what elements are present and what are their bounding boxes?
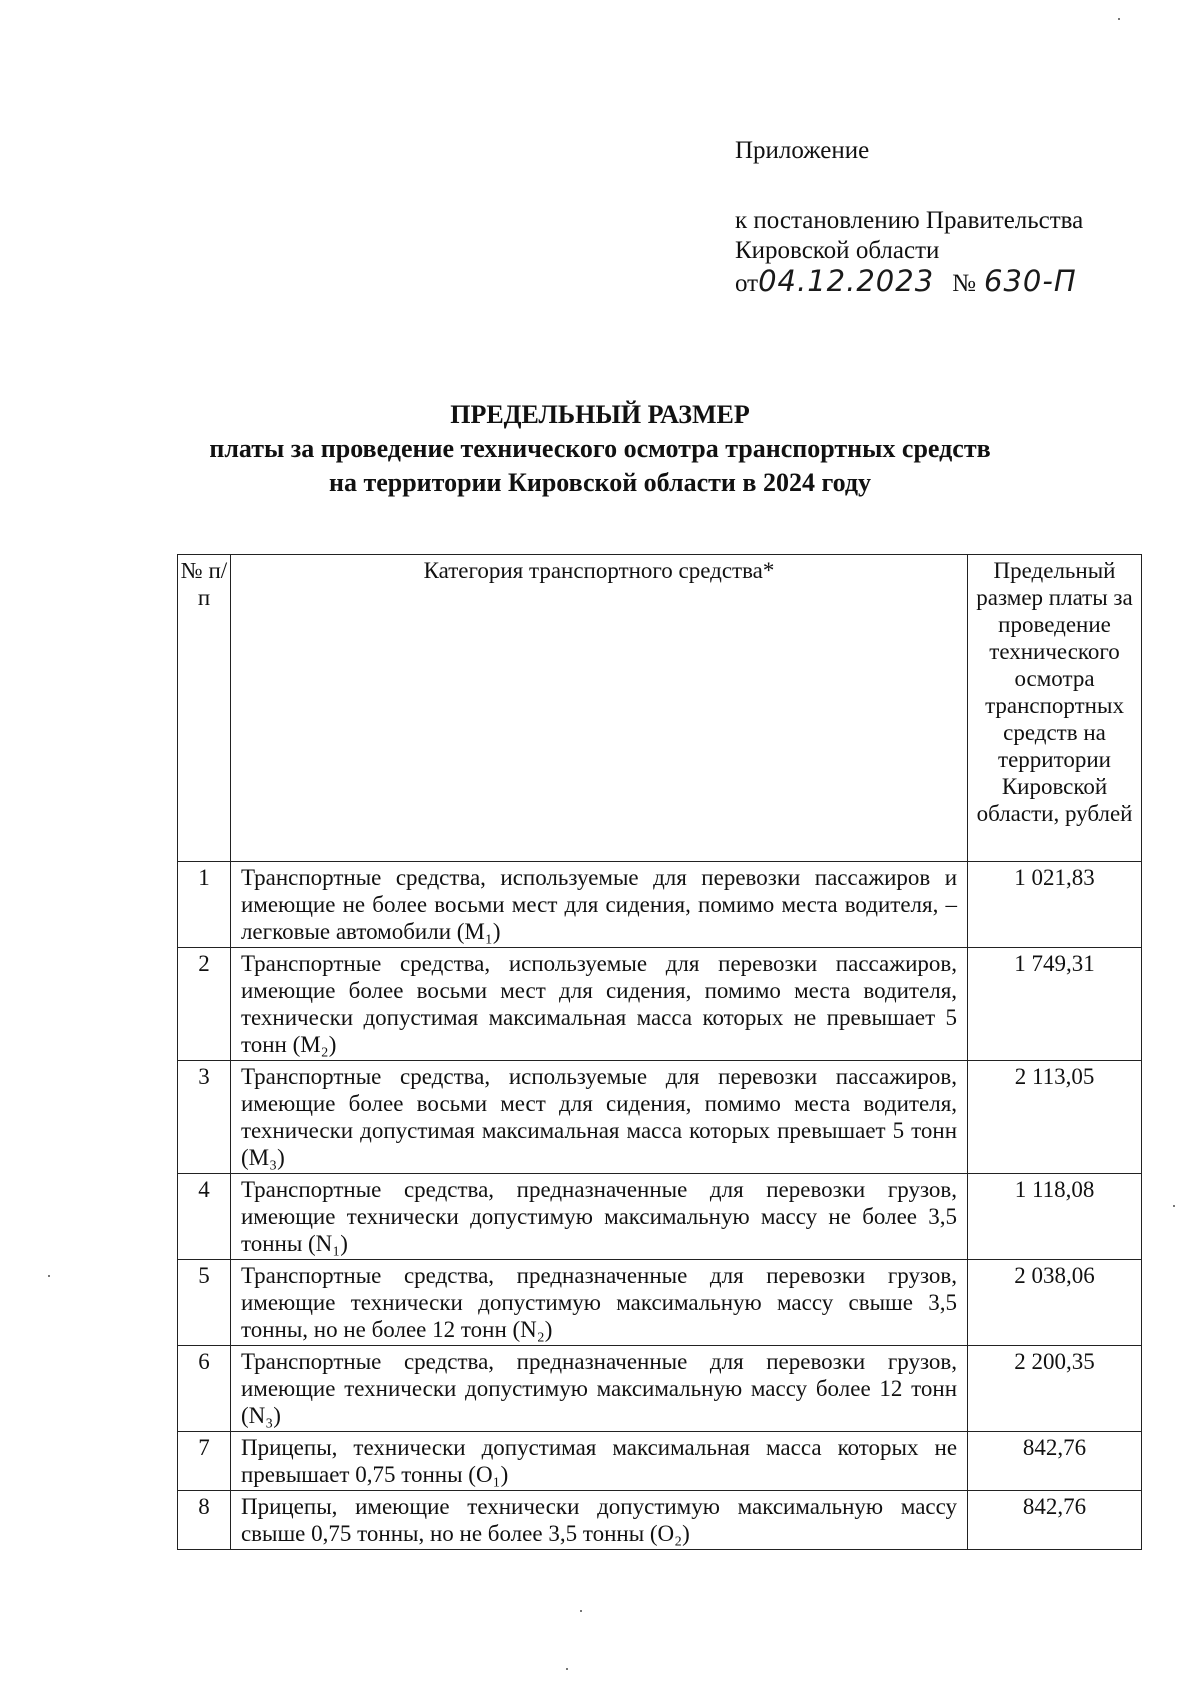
heading-line-2: платы за проведение технического осмотра транспортных средств bbox=[209, 434, 991, 463]
row-number: 7 bbox=[178, 1432, 231, 1491]
row-fee: 2 200,35 bbox=[968, 1346, 1142, 1432]
row-number: 8 bbox=[178, 1491, 231, 1550]
row-category: Транспортные средства, используемые для перевозки пассажиров, имеющие более восьми мест для сидения, помимо места водителя, технически допустимая максимальная масса которых не превышает 5 тонн (M₂) bbox=[230, 948, 967, 1061]
document-heading bbox=[0, 398, 1200, 500]
scan-speck bbox=[580, 1610, 582, 1612]
row-category: Прицепы, технически допустимая максимальная масса которых не превышает 0,75 тонны (O₁) bbox=[230, 1432, 967, 1491]
table-header-row bbox=[178, 555, 1142, 862]
scan-speck bbox=[566, 1668, 568, 1670]
row-number: 1 bbox=[178, 862, 231, 948]
row-number: 4 bbox=[178, 1174, 231, 1260]
table-row bbox=[178, 1491, 1142, 1550]
number-label: № bbox=[952, 270, 977, 297]
appendix-line-1: к постановлению Правительства bbox=[735, 207, 1084, 234]
scan-speck bbox=[48, 1275, 50, 1277]
row-category: Транспортные средства, предназначенные для перевозки грузов, имеющие технически допустимую максимальную массу свыше 3,5 тонны, но не более 12 тонн (N₂) bbox=[230, 1260, 967, 1346]
handwritten-date: 04.12.2023 bbox=[758, 264, 935, 298]
row-number: 5 bbox=[178, 1260, 231, 1346]
row-fee: 2 113,05 bbox=[968, 1061, 1142, 1174]
appendix-signature-line bbox=[735, 266, 1083, 299]
row-number: 3 bbox=[178, 1061, 231, 1174]
row-category: Транспортные средства, предназначенные для перевозки грузов, имеющие технически допустимую максимальную массу не более 3,5 тонны (N₁) bbox=[230, 1174, 967, 1260]
row-number: 6 bbox=[178, 1346, 231, 1432]
appendix-title: Приложение bbox=[735, 137, 870, 164]
row-fee: 1 749,31 bbox=[968, 948, 1142, 1061]
row-category: Прицепы, имеющие технически допустимую максимальную массу свыше 0,75 тонны, но не более 3,5 тонны (O₂) bbox=[230, 1491, 967, 1550]
table-row bbox=[178, 1432, 1142, 1491]
scan-speck bbox=[1118, 18, 1120, 20]
table-row bbox=[178, 1346, 1142, 1432]
row-number: 2 bbox=[178, 948, 231, 1061]
handwritten-number: 630-П bbox=[984, 264, 1077, 298]
appendix-block bbox=[735, 136, 1083, 299]
table-row bbox=[178, 1174, 1142, 1260]
row-fee: 842,76 bbox=[968, 1491, 1142, 1550]
row-fee: 1 118,08 bbox=[968, 1174, 1142, 1260]
table-row bbox=[178, 948, 1142, 1061]
header-category: Категория транспортного средства* bbox=[230, 555, 967, 862]
row-fee: 2 038,06 bbox=[968, 1260, 1142, 1346]
fees-table bbox=[177, 554, 1142, 1550]
heading-line-1: ПРЕДЕЛЬНЫЙ РАЗМЕР bbox=[450, 400, 750, 429]
row-fee: 1 021,83 bbox=[968, 862, 1142, 948]
row-fee: 842,76 bbox=[968, 1432, 1142, 1491]
table-row bbox=[178, 862, 1142, 948]
row-category: Транспортные средства, используемые для перевозки пассажиров, имеющие более восьми мест для сидения, помимо места водителя, технически допустимая максимальная масса которых превышает 5 тонн (M₃) bbox=[230, 1061, 967, 1174]
header-fee: Предельный размер платы за проведение технического осмотра транспортных средств на территории Кировской области, рублей bbox=[968, 555, 1142, 862]
from-label: от bbox=[735, 270, 759, 297]
table-row bbox=[178, 1260, 1142, 1346]
heading-line-3: на территории Кировской области в 2024 году bbox=[328, 468, 872, 497]
appendix-line-2: Кировской области bbox=[735, 237, 940, 264]
header-number: № п/п bbox=[178, 555, 231, 862]
table-row bbox=[178, 1061, 1142, 1174]
row-category: Транспортные средства, используемые для перевозки пассажиров и имеющие не более восьми мест для сидения, помимо места водителя, – легковые автомобили (M₁) bbox=[230, 862, 967, 948]
row-category: Транспортные средства, предназначенные для перевозки грузов, имеющие технически допустимую максимальную массу более 12 тонн (N₃) bbox=[230, 1346, 967, 1432]
scan-speck bbox=[1173, 1205, 1175, 1207]
